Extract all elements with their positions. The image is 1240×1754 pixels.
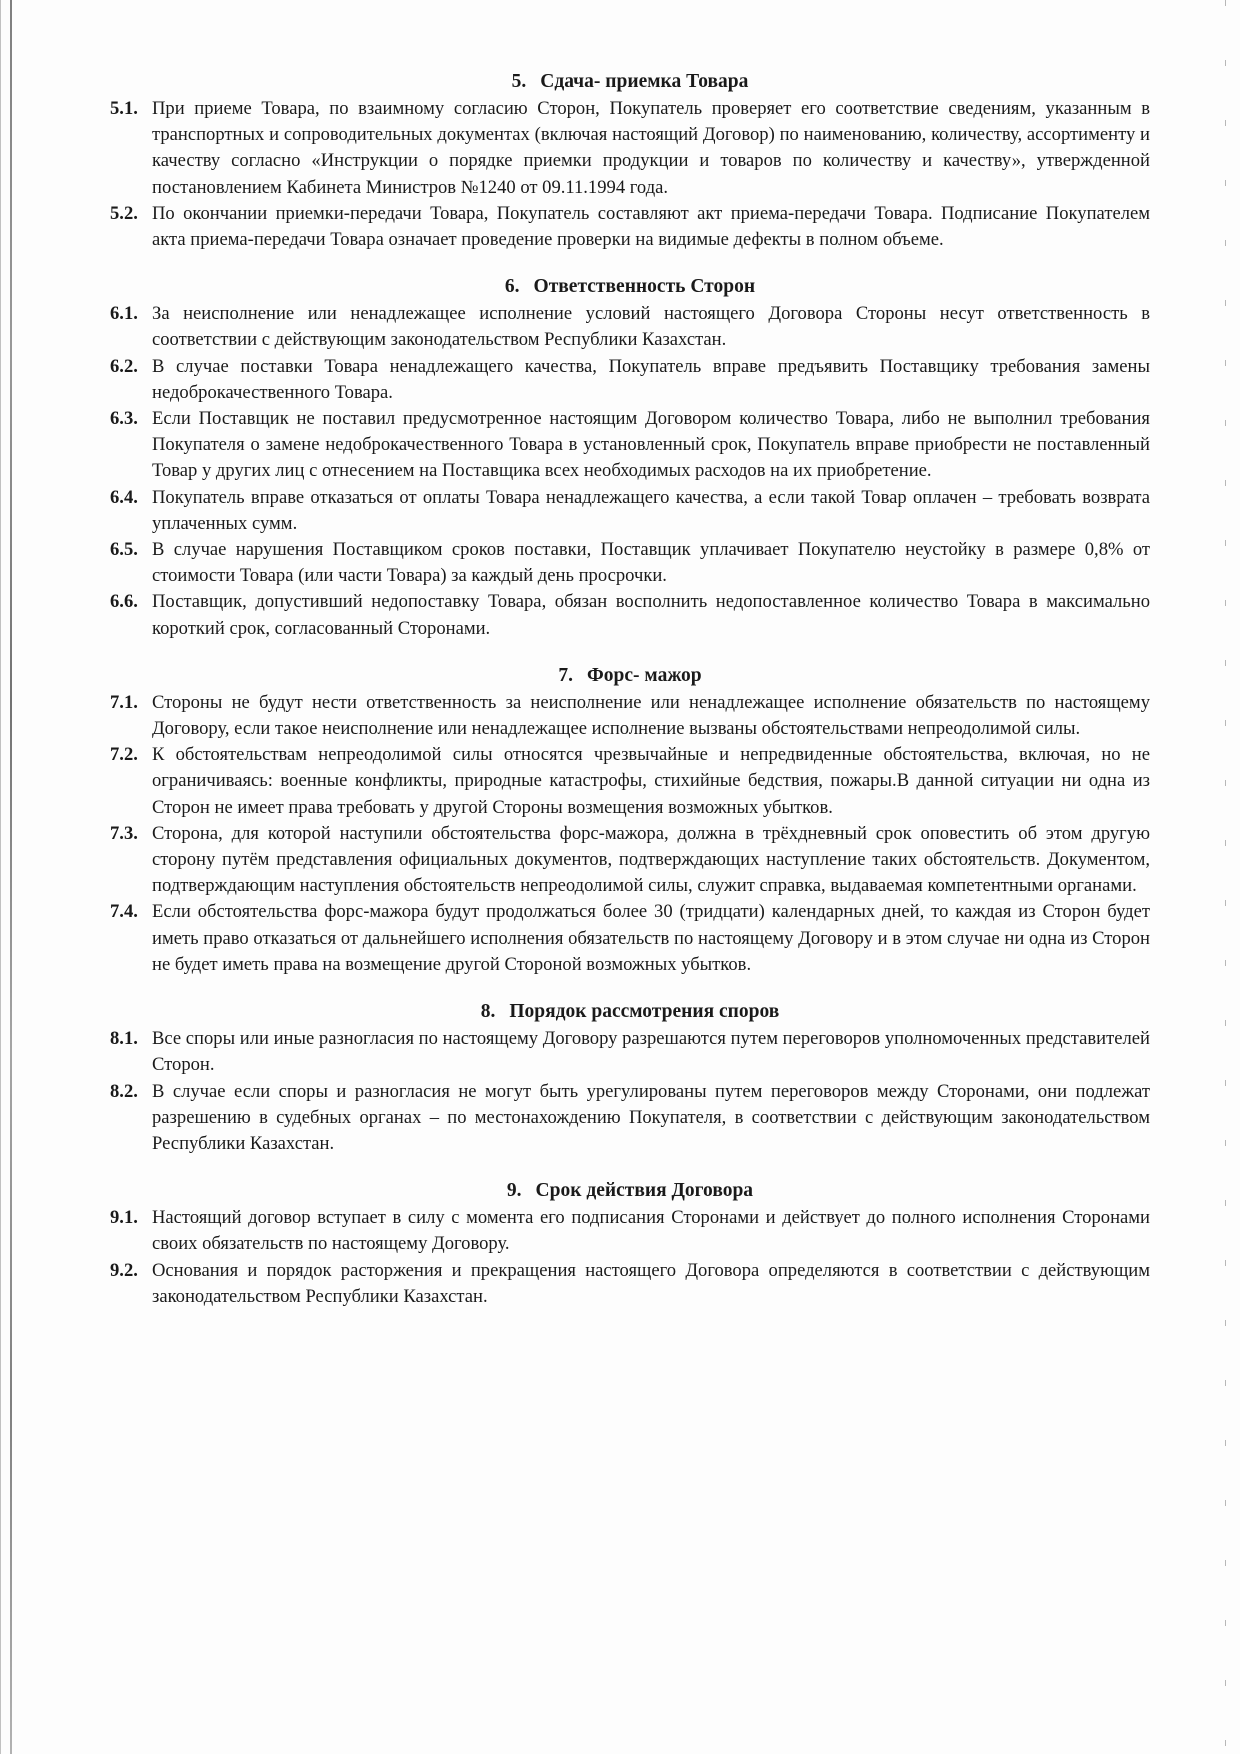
clause-number: 7.4. (110, 901, 138, 923)
clause-number: 9.1. (110, 1207, 138, 1229)
clause-number: 6.3. (110, 408, 138, 430)
clause (110, 821, 1150, 900)
clause-number: 8.2. (110, 1080, 138, 1102)
section-number: 9. (506, 1180, 522, 1202)
clause-text: Стороны не будут нести ответственность за неисполнение или ненадлежащее исполнение обязательств по настоящему Договору, если такое неисполнение или ненадлежащее исполнение вызваны обстоятельствами непреодолимой силы. (152, 691, 1150, 740)
clause-text: По окончании приемки-передачи Товара, Покупатель составляют акт приема-передачи Товара. Подписание Покупателем акта приема-передачи Товара означает проведение проверки на видимые дефекты в полном объеме. (152, 202, 1150, 251)
section-number: 7. (558, 664, 574, 686)
clause-number: 6.5. (110, 539, 138, 561)
section-heading: Срок действия Договора (535, 1180, 754, 1202)
clause-text: В случае нарушения Поставщиком сроков поставки, Поставщик уплачивает Покупателю неустойку в размере 0,8% от стоимости Товара (или части Товара) за каждый день просрочки. (152, 539, 1150, 587)
section-number: 5. (511, 71, 527, 92)
section-title (110, 275, 1150, 299)
clause-text: В случае поставки Товара ненадлежащего качества, Покупатель вправе предъявить Поставщику требования замены недоброкачественного Товара. (152, 355, 1150, 403)
section-title (110, 70, 1150, 94)
clause-number: 9.2. (110, 1259, 138, 1281)
section-7 (110, 664, 1150, 978)
section-8 (110, 1000, 1150, 1157)
section-title (110, 664, 1150, 688)
clause (110, 1258, 1150, 1310)
clause (110, 1026, 1150, 1078)
section-heading: Порядок рассмотрения споров (509, 1001, 780, 1023)
clause-text: Поставщик, допустивший недопоставку Товара, обязан восполнить недопоставленное количество Товара в максимально короткий срок, согласованный Сторонами. (152, 591, 1150, 639)
clause-text: Основания и порядок расторжения и прекращения настоящего Договора определяются в соответствии с действующим законодательством Республики Казахстан. (152, 1259, 1150, 1307)
scan-edge-artifact (10, 0, 12, 1754)
section-title (110, 1000, 1150, 1024)
clause-number: 6.1. (110, 303, 138, 325)
clause (110, 354, 1150, 406)
section-heading: Ответственность Сторон (533, 276, 756, 298)
section-title (110, 1179, 1150, 1203)
clause-text: Настоящий договор вступает в силу с момента его подписания Сторонами и действует до полного исполнения Сторонами своих обязательств по настоящему Договору. (152, 1207, 1150, 1255)
section-heading: Форс- мажор (587, 664, 702, 686)
clause-text: Покупатель вправе отказаться от оплаты Товара ненадлежащего качества, а если такой Товар оплачен – требовать возврата уплаченных сумм. (152, 486, 1150, 534)
clause (110, 201, 1150, 253)
clause-number: 7.2. (110, 744, 138, 766)
section-number: 8. (480, 1001, 496, 1023)
clause (110, 406, 1150, 485)
clause (110, 1205, 1150, 1257)
clause-text: При приеме Товара, по взаимному согласию Сторон, Покупатель проверяет его соответствие сведениям, указанным в транспортных и сопроводительных документах (включая настоящий Договор) по наименованию, количеству, ассортименту и качеству согласно «Инструкции о порядке приемки продукции и товаров по количеству и качеству», утвержденной постановлением Кабинета Министров №1240 от 09.11.1994 года. (152, 98, 1150, 198)
section-number: 6. (504, 276, 520, 298)
clause-number: 8.1. (110, 1028, 138, 1050)
clause-text: За неисполнение или ненадлежащее исполнение условий настоящего Договора Стороны несут ответственность в соответствии с действующим законодательством Республики Казахстан. (152, 303, 1150, 351)
clause-text: В случае если споры и разногласия не могут быть урегулированы путем переговоров между Сторонами, они подлежат разрешению в судебных органах – по местонахождению Покупателя, в соответствии с действующим законодательством Республики Казахстан. (152, 1080, 1150, 1154)
clause-text: Сторона, для которой наступили обстоятельства форс-мажора, должна в трёхдневный срок оповестить об этом другую сторону путём представления официальных документов, подтверждающих наступление таких обстоятельств. Документом, подтверждающим наступления обстоятельств непреодолимой силы, служит справка, выдаваемая компетентными органами. (152, 822, 1150, 897)
clause-number: 6.6. (110, 591, 138, 613)
clause-text: Если обстоятельства форс-мажора будут продолжаться более 30 (тридцати) календарных дней, то каждая из Сторон будет иметь право отказаться от дальнейшего исполнения обязательств по настоящему Договору и в этом случае ни одна из Сторон не будет иметь права на возмещение другой Стороной возможных убытков. (152, 901, 1150, 975)
clause (110, 485, 1150, 537)
clause (110, 690, 1150, 742)
section-6 (110, 275, 1150, 642)
clause (110, 899, 1150, 978)
clause-number: 6.4. (110, 486, 138, 508)
clause-number: 7.1. (110, 691, 138, 713)
clause (110, 301, 1150, 353)
clause-number: 5.1. (110, 98, 138, 119)
clause-number: 6.2. (110, 355, 138, 377)
scan-edge-artifact (1225, 0, 1226, 1754)
scan-edge-artifact (0, 0, 1, 1754)
clause (110, 742, 1150, 821)
section-5 (110, 70, 1150, 253)
clause-text: Все споры или иные разногласия по настоящему Договору разрешаются путем переговоров уполномоченных представителей Сторон. (152, 1028, 1150, 1076)
clause-number: 7.3. (110, 822, 138, 844)
clause (110, 1079, 1150, 1158)
clause (110, 537, 1150, 589)
clause (110, 589, 1150, 641)
clause-text: Если Поставщик не поставил предусмотренное настоящим Договором количество Товара, либо не выполнил требования Покупателя о замене недоброкачественного Товара в установленный срок, Покупатель вправе приобрести не поставленный Товар у других лиц с отнесением на Поставщика всех необходимых расходов на их приобретение. (152, 408, 1150, 482)
section-heading: Сдача- приемка Товара (540, 71, 749, 92)
section-9 (110, 1179, 1150, 1310)
clause (110, 96, 1150, 201)
document-body (110, 70, 1150, 1332)
clause-text: К обстоятельствам непреодолимой силы относятся чрезвычайные и непредвиденные обстоятельства, включая, но не ограничиваясь: военные конфликты, природные катастрофы, стихийные бедствия, пожары.В данной ситуации ни одна из Сторон не имеет права требовать у другой Стороны возмещения возможных убытков. (152, 744, 1150, 818)
clause-number: 5.2. (110, 202, 138, 224)
